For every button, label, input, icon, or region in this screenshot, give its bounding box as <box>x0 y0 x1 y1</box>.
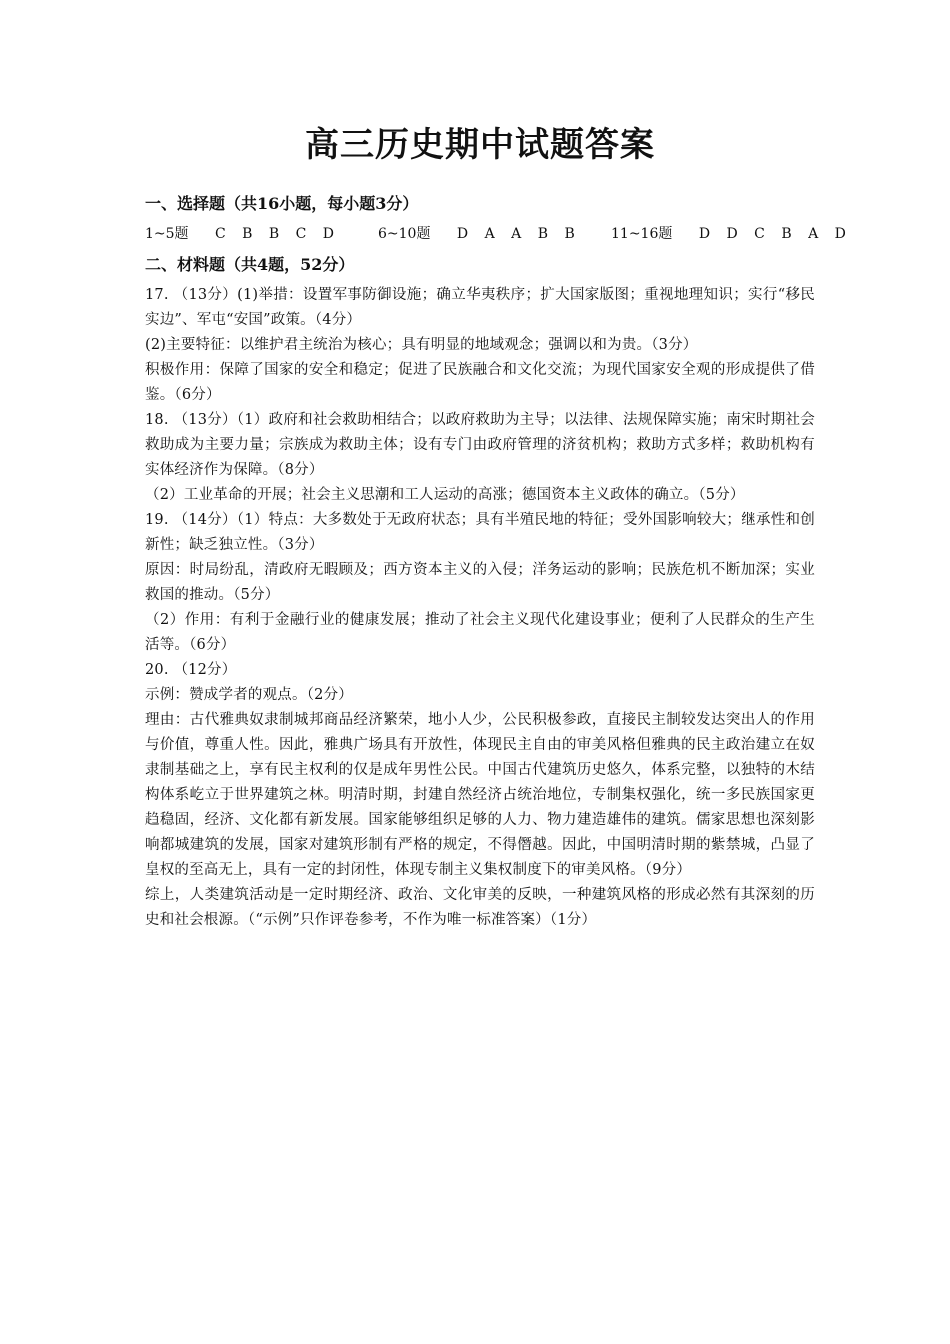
answer-letters: C B B C D <box>215 226 341 242</box>
answer-paragraph: 17. （13分）(1)举措：设置军事防御设施；确立华夷秩序；扩大国家版图；重视地理知识；实行“移民实边”、军屯“安国”政策。（4分） <box>145 287 815 328</box>
answer-paragraph: （2）工业革命的开展；社会主义思潮和工人运动的高涨；德国资本主义政体的确立。（5分） <box>145 487 745 503</box>
answer-paragraph: (2)主要特征：以维护君主统治为核心；具有明显的地域观念；强调以和为贵。（3分） <box>145 337 698 353</box>
answer-paragraph: 理由：古代雅典奴隶制城邦商品经济繁荣，地小人少，公民积极参政，直接民主制较发达突出人的作用与价值，尊重人性。因此，雅典广场具有开放性，体现民主自由的审美风格但雅典的民主政治建立在奴隶制基础之上，享有民主权利的仅是成年男性公民。中国古代建筑历史悠久，体系完整，以独特的木结构体系屹立于世界建筑之林。明清时期，封建自然经济占统治地位，专制集权强化，统一多民族国家更趋稳固，经济、文化都有新发展。国家能够组织足够的人力、物力建造雄伟的建筑。儒家思想也深刻影响都城建筑的发展，国家对建筑形制有严格的规定，不得僭越。因此，中国明清时期的紫禁城，凸显了皇权的至高无上，具有一定的封闭性，体现专制主义集权制度下的审美风格。（9分） <box>145 712 815 878</box>
material-answers <box>145 283 815 933</box>
answer-group <box>611 222 852 246</box>
answer-letters: D A A B B <box>456 226 581 242</box>
question-range: 6~10题 <box>378 226 431 242</box>
answer-paragraph: 18. （13分）（1）政府和社会救助相结合；以政府救助为主导；以法律、法规保障实施；南宋时期社会救助成为主要力量；宗族成为救助主体；设有专门由政府管理的济贫机构；救助方式多样；救助机构有实体经济作为保障。（8分） <box>145 412 815 478</box>
answer-paragraph: 积极作用：保障了国家的安全和稳定；促进了民族融合和文化交流；为现代国家安全观的形成提供了借鉴。（6分） <box>145 362 815 403</box>
answer-group <box>378 222 581 246</box>
question-range: 11~16题 <box>611 226 673 242</box>
section-heading-material-questions: 二、材料题（共4题，52分） <box>145 255 355 274</box>
answer-paragraph: 示例：赞成学者的观点。（2分） <box>145 687 353 703</box>
multiple-choice-answers <box>145 222 852 246</box>
question-range: 1~5题 <box>145 226 189 242</box>
answer-paragraph: 19. （14分）（1）特点：大多数处于无政府状态；具有半殖民地的特征；受外国影响较大；继承性和创新性；缺乏独立性。（3分） <box>145 512 815 553</box>
page-title: 高三历史期中试题答案 <box>305 125 655 165</box>
answer-paragraph: 原因：时局纷乱，清政府无暇顾及；西方资本主义的入侵；洋务运动的影响；民族危机不断加深；实业救国的推动。（5分） <box>145 562 815 603</box>
answer-paragraph: 综上，人类建筑活动是一定时期经济、政治、文化审美的反映，一种建筑风格的形成必然有其深刻的历史和社会根源。（“示例”只作评卷参考，不作为唯一标准答案）（1分） <box>145 887 815 928</box>
section-heading-multiple-choice: 一、选择题（共16小题，每小题3分） <box>145 194 419 213</box>
answer-group <box>145 222 340 246</box>
answer-letters: D D C B A D <box>698 226 852 242</box>
answer-paragraph: 20. （12分） <box>145 662 237 678</box>
answer-paragraph: （2）作用：有利于金融行业的健康发展；推动了社会主义现代化建设事业；便利了人民群众的生产生活等。（6分） <box>145 612 815 653</box>
